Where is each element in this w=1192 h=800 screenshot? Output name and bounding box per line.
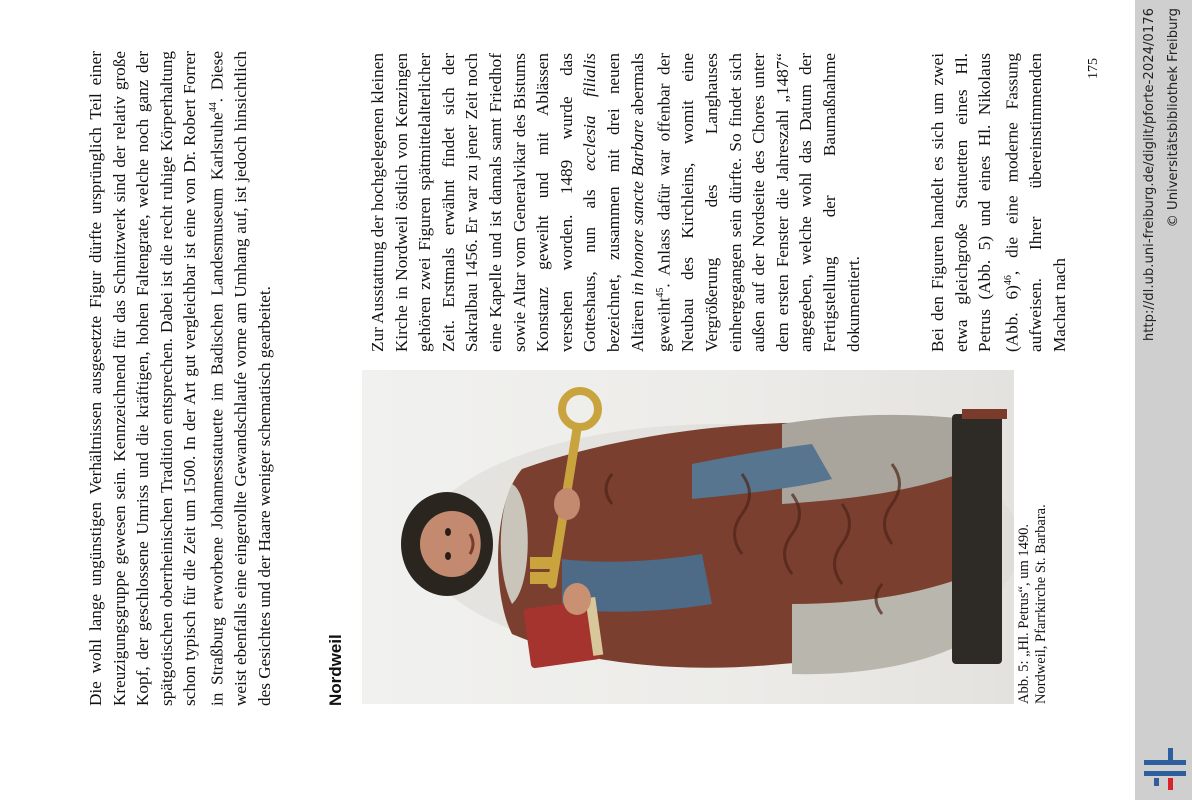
statue-illustration: [362, 370, 1014, 704]
paragraph-text: . Diese weist ebenfalls eine eingerollte Gewandschlaufe vorne am Umhang auf, ist jedoch hinsichtlich des Gesichtes und der Haare weniger schematisch gearbeitet.: [207, 51, 274, 706]
sidebar-rotated-text: [1135, 0, 1192, 800]
permalink-url[interactable]: http://dl.ub.uni-freiburg.de/diglit/pforte-2024/0176: [1142, 8, 1157, 342]
paragraph-text: abermals geweiht: [627, 52, 674, 352]
page-number: 175: [1086, 58, 1101, 79]
footnote-marker[interactable]: 44: [207, 102, 219, 113]
caption-line: Nordweil, Pfarrkirche St. Barbara.: [1033, 504, 1049, 704]
library-sidebar: [1135, 0, 1192, 800]
paragraph-text: Die wohl lange ungünstigen Verhältnissen ausgesetzte Figur dürfte ursprünglich Teil einer Kreuzigungsgruppe gewesen sein. Kennzeichnend für das Schnitzwerk sind der relativ große Kopf, der geschlossene Umriss und die kräftigen, hohen Faltengrate, welche noch ganz der spätgotischen oberrheinischen Tradition entsprechen. Dabei ist die recht ruhige Körperhaltung schon typisch für die Zeit um 1500. In der Art gut vergleichbar ist eine von Dr. Robert Forrer in Straßburg erworbene Johannesstatuette im Badischen Landesmuseum Karlsruhe: [86, 51, 227, 706]
latin-term: ecclesia filialis: [580, 53, 600, 171]
footnote-marker[interactable]: 46: [1002, 275, 1014, 286]
footnote-marker[interactable]: 45: [655, 287, 667, 298]
column-2-paragraph: [366, 53, 865, 352]
saint-peter-statue-photo: [362, 370, 1014, 704]
paragraph-text: bezeichnet, zusammen mit drei neuen Altären: [603, 53, 647, 352]
copyright-notice: © Universitätsbibliothek Freiburg: [1166, 8, 1181, 228]
paragraph-text: Bei den Figuren handelt es sich um zwei etwa gleichgroße Statuetten eines Hl. Petrus (Abb. 5) und eines Hl. Nikolaus (Abb. 6): [928, 53, 1022, 352]
figure-caption: [1016, 364, 1050, 704]
university-library-logo[interactable]: [1144, 748, 1186, 790]
paragraph-text: . Anlass dafür war offenbar der Neubau des Kirchleins, womit eine Vergrößerung des Langhauses einhergegangen sein dürfte. So findet sich außen auf der Nordseite des Chores unter dem ersten Fenster die Jahreszahl „1487“ angegeben, welche wohl das Datum der Fertigstellung der Baumaßnahme dokumentiert.: [654, 53, 863, 352]
column-3-paragraph: [926, 53, 1071, 352]
top-paragraph: [84, 51, 276, 706]
caption-line: Abb. 5: „Hl. Petrus“, um 1490.: [1016, 523, 1032, 704]
section-heading: Nordweil: [326, 634, 345, 706]
paragraph-text: , die eine moderne Fassung aufweisen. Ihrer übereinstimmenden Machart nach: [1002, 53, 1069, 352]
latin-term: in honore sancte Barbare: [627, 119, 647, 296]
paragraph-text: Zur Ausstattung der hochgelegenen kleinen Kirche in Nordweil östlich von Kenzingen gehören zwei Figuren spätmittelalterlicher Zeit. Erstmals erwähnt findet sich der Sakralbau 1456. Er war zu jener Zeit noch eine Kapelle und ist damals samt Friedhof sowie Altar vom Generalvikar des Bistums Konstanz geweiht und mit Ablässen versehen worden. 1489 wurde das Gotteshaus, nun als: [368, 53, 600, 352]
